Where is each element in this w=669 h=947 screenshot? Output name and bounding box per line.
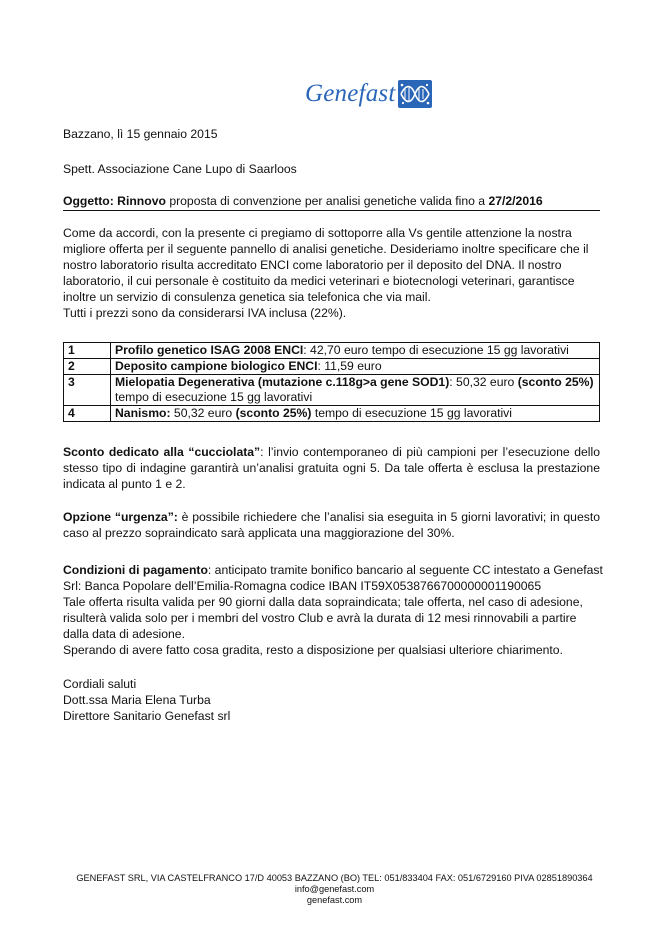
test-number: 1 [64, 343, 111, 359]
signatory-name: Dott.ssa Maria Elena Turba [63, 693, 211, 707]
place-date: Bazzano, lì 15 gennaio 2015 [63, 127, 218, 141]
subject-text: proposta di convenzione per analisi genetiche valida fino a [169, 194, 486, 208]
test-cell [111, 375, 600, 406]
company-logo [305, 80, 432, 108]
sconto-line: indicata al punto 1 e 2. [63, 477, 186, 491]
pagamento-line: risulterà valida solo per i membri del vostro Club e avrà la durata di 12 mesi rinnovabili a partire [63, 611, 577, 625]
intro-line: Come da accordi, con la presente ci pregiamo di sottoporre alla Vs gentile attenzione la nostra [63, 226, 572, 240]
urgenza-label: Opzione “urgenza”: [63, 510, 178, 524]
intro-line: nostro laboratorio risulta accreditato ENCI come laboratorio per il deposito del DNA. Il nostro [63, 258, 562, 272]
test-name: Deposito campione biologico ENCI [115, 359, 318, 373]
footer-website[interactable]: genefast.com [306, 895, 363, 905]
closing-greeting: Cordiali saluti [63, 677, 137, 691]
test-detail: 50,32 euro [170, 406, 236, 420]
pagamento-line: Tale offerta risulta valida per 90 giorni dalla data sopraindicata; tale offerta, nel caso di adesione, [63, 595, 583, 609]
urgenza-line: caso al prezzo sopraindicato sarà applicata una maggiorazione del 30%. [63, 526, 455, 540]
test-name: Nanismo: [115, 406, 171, 420]
pagamento-line: Srl: Banca Popolare dell’Emilia-Romagna codice IBAN IT59X0538766700000001190065 [63, 579, 542, 593]
sconto-paragraph [63, 444, 600, 492]
intro-line: inoltre un servizio di consulenza genetica sia telefonica che via mail. [63, 290, 431, 304]
test-detail-2: tempo di esecuzione 15 gg lavorativi [311, 406, 512, 420]
subject-label: Oggetto: [63, 194, 114, 208]
test-cell [111, 343, 600, 359]
test-discount: (sconto 25%) [235, 406, 312, 420]
subject-date: 27/2/2016 [488, 194, 543, 208]
subject-line [63, 193, 543, 209]
dna-double-helix-icon [398, 80, 432, 108]
pagamento-label: Condizioni di pagamento [63, 563, 208, 577]
test-name: Mielopatia Degenerativa (mutazione c.118g>a gene SOD1) [115, 375, 450, 389]
intro-paragraph [63, 225, 600, 321]
subject-bold-word: Rinnovo [117, 194, 166, 208]
table-row [64, 375, 600, 406]
test-detail-2: tempo di esecuzione 15 gg lavorativi [115, 390, 313, 404]
subject-underline [63, 210, 600, 211]
footer-address: GENEFAST SRL, VIA CASTELFRANCO 17/D 40053 BAZZANO (BO) TEL: 051/833404 FAX: 051/6729160 PIVA 02851890364 [76, 873, 593, 883]
test-number: 3 [64, 375, 111, 406]
recipient: Spett. Associazione Cane Lupo di Saarloos [63, 162, 297, 176]
intro-line: laboratorio, il cui personale è costituito da medici veterinari e biotecnologi veterinari, garantisce [63, 274, 575, 288]
test-cell [111, 406, 600, 422]
test-discount: (sconto 25%) [517, 375, 594, 389]
test-detail: : 42,70 euro tempo di esecuzione 15 gg lavorativi [303, 343, 569, 357]
urgenza-line: Opzione “urgenza”: è possibile richiedere che l’analisi sia eseguita in 5 giorni lavorativi; in questo [63, 510, 600, 524]
intro-line: Tutti i prezzi sono da considerarsi IVA inclusa (22%). [63, 306, 347, 320]
urgenza-paragraph [63, 509, 600, 541]
test-number: 4 [64, 406, 111, 422]
intro-line: migliore offerta per il seguente pannello di analisi genetiche. Desideriamo inoltre specificare che il [63, 242, 589, 256]
table-row [64, 343, 600, 359]
test-name: Profilo genetico ISAG 2008 ENCI [115, 343, 304, 357]
signatory-title: Direttore Sanitario Genefast srl [63, 709, 231, 723]
sconto-label: Sconto dedicato alla “cucciolata” [63, 445, 261, 459]
test-cell [111, 359, 600, 375]
tests-table [63, 342, 600, 422]
pagamento-line: Condizioni di pagamento: anticipato tramite bonifico bancario al seguente CC intestato a Genefast [63, 563, 603, 577]
logo-text: Genefast [305, 80, 396, 107]
sconto-line: Sconto dedicato alla “cucciolata”: l’invio contemporaneo di più campioni per l’esecuzione dello [63, 445, 600, 459]
closing-block [63, 676, 600, 724]
pagamento-paragraph [63, 562, 603, 658]
pagamento-line: dalla data di adesione. [63, 627, 185, 641]
test-number: 2 [64, 359, 111, 375]
table-row [64, 406, 600, 422]
test-detail: : 11,59 euro [317, 359, 382, 373]
table-row [64, 359, 600, 375]
footer-email[interactable]: info@genefast.com [294, 884, 375, 894]
sconto-line: stesso tipo di indagine garantirà un’analisi gratuita ogni 5. Da tale offerta è esclusa la prestazione [63, 461, 600, 475]
test-detail: : 50,32 euro [449, 375, 518, 389]
pagamento-line: Sperando di avere fatto cosa gradita, resto a disposizione per qualsiasi ulteriore chiarimento. [63, 643, 563, 657]
